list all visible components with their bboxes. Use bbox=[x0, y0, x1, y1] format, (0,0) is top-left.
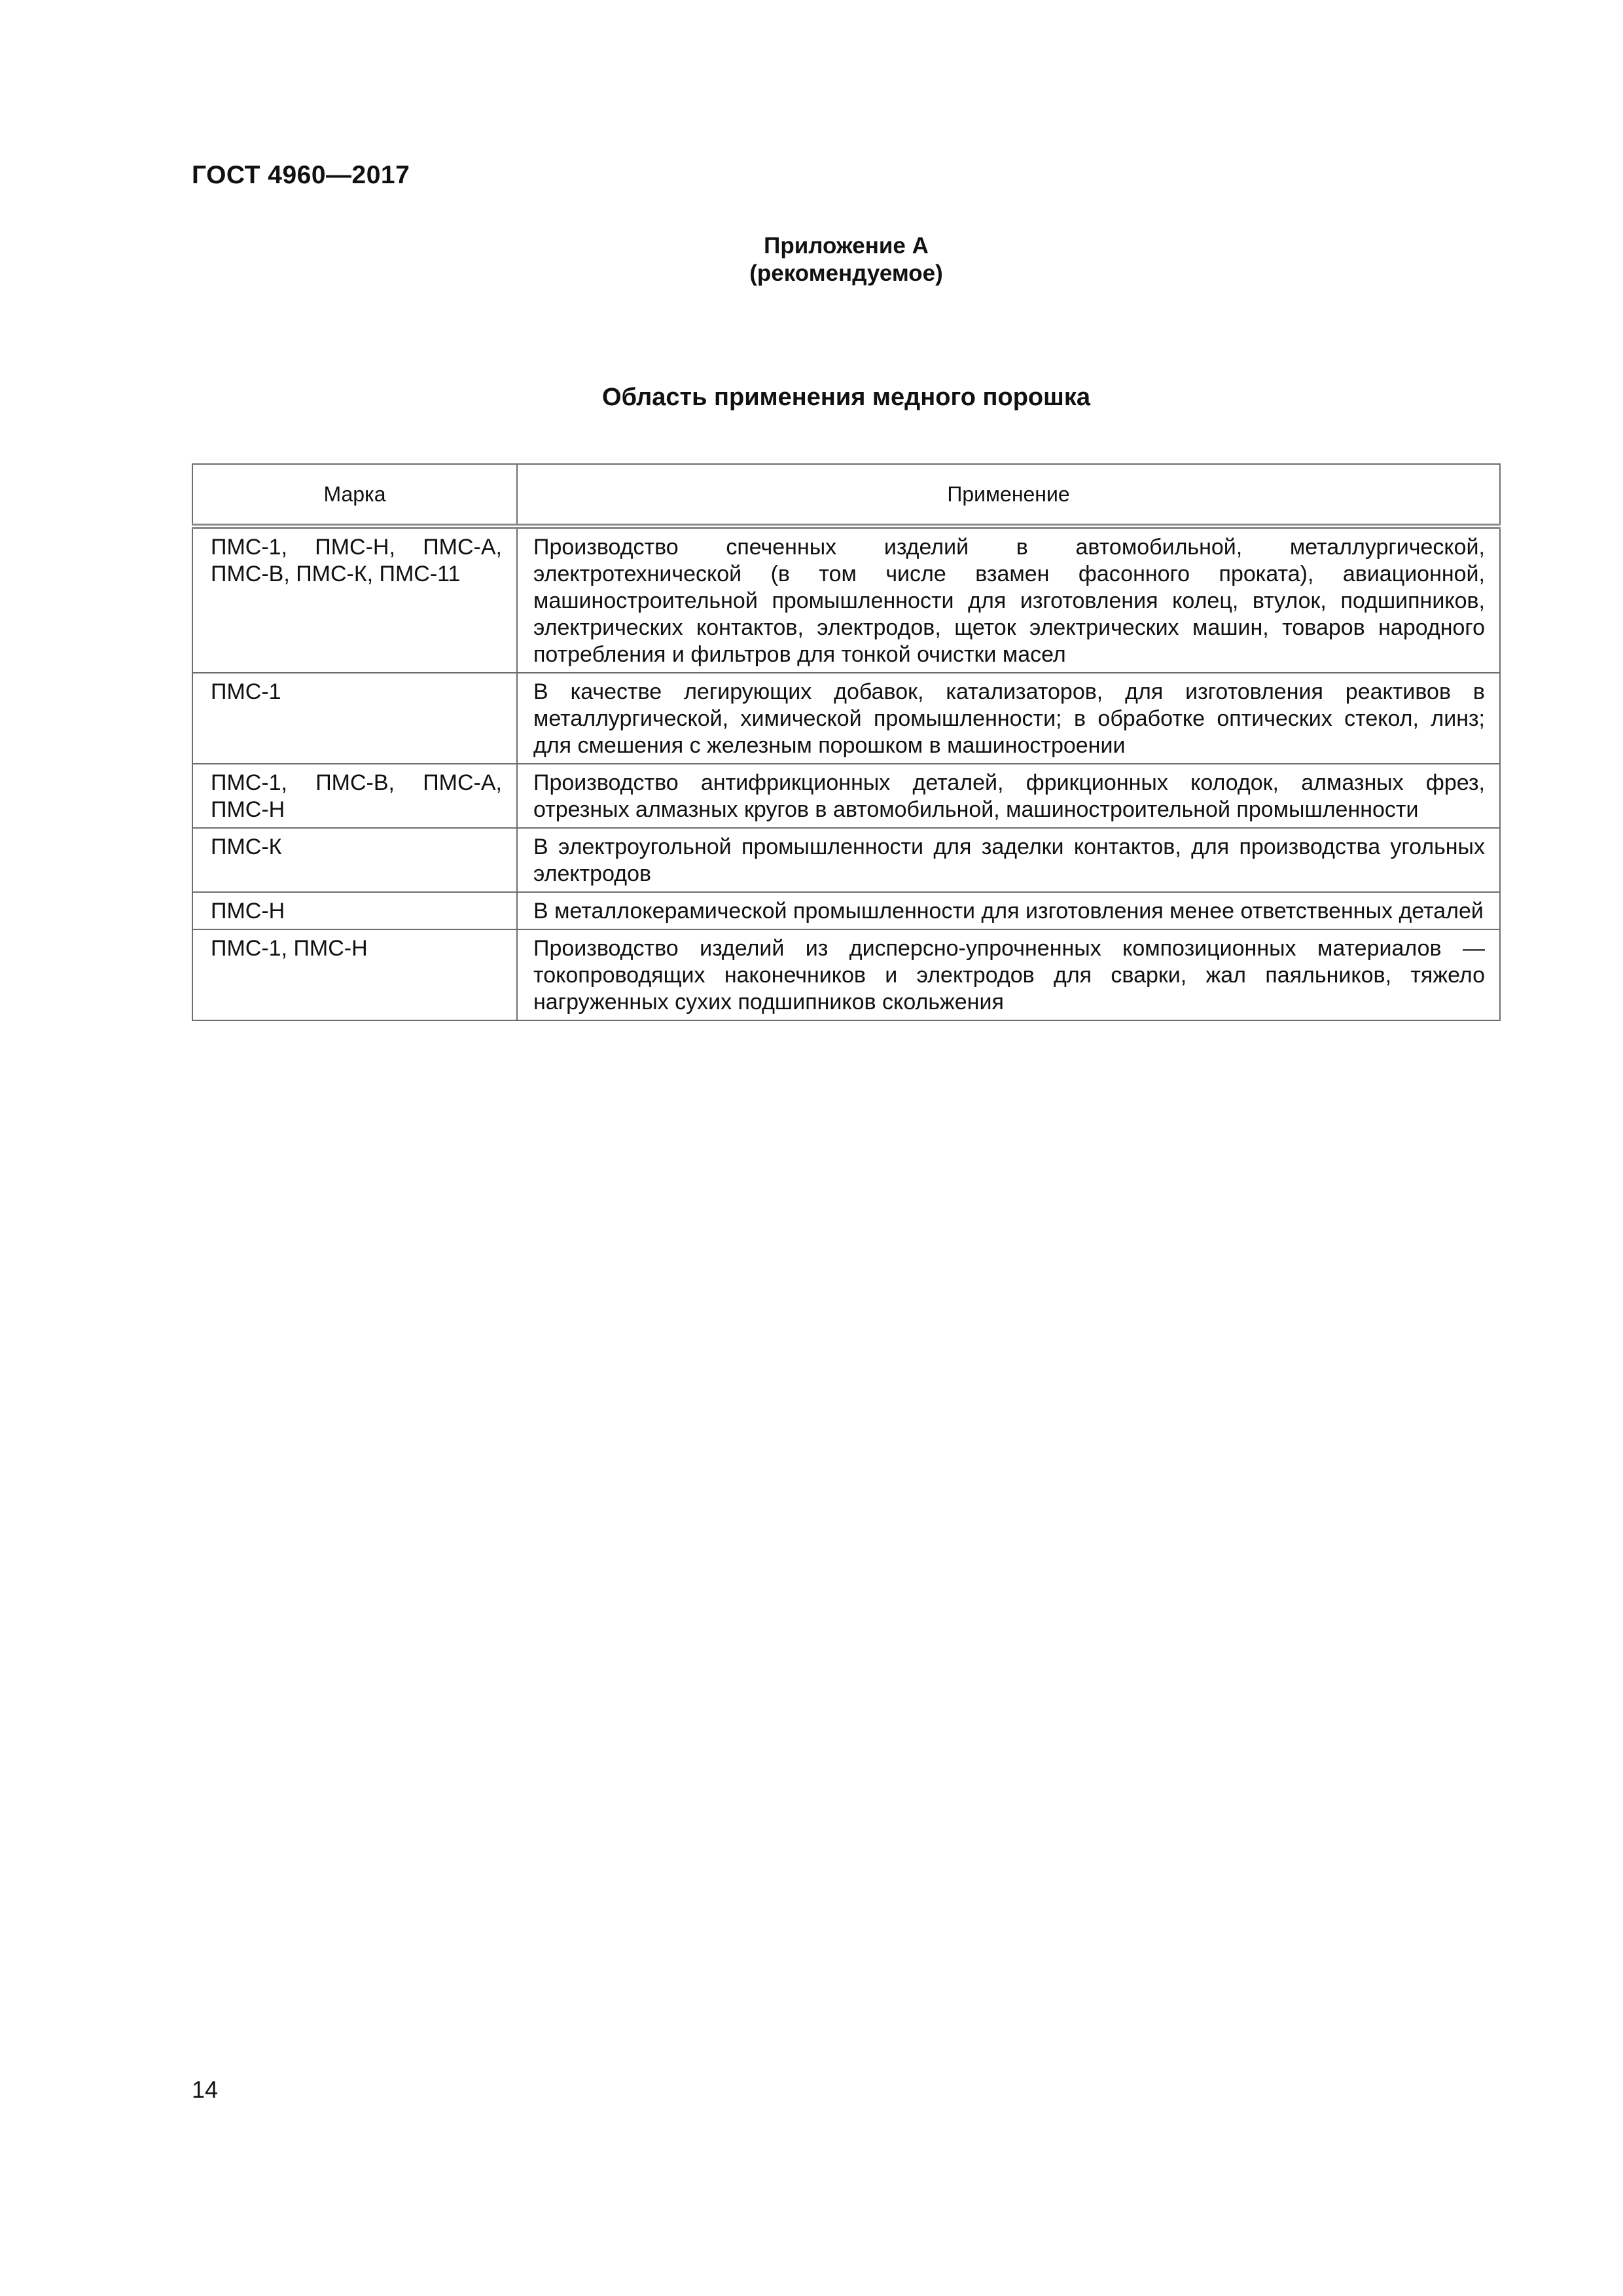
table-row bbox=[192, 764, 1500, 828]
usage-cell: Производство изделий из дисперсно-упрочненных композиционных материалов — токопроводящих наконечников и электродов для сварки, жал паяльников, тяжело нагруженных сухих подшипников скольжения bbox=[517, 929, 1500, 1020]
grade-cell: ПМС-1, ПМС-В, ПМС-А, ПМС-Н bbox=[192, 764, 517, 828]
table-row bbox=[192, 828, 1500, 892]
column-header-usage: Применение bbox=[517, 464, 1500, 526]
grade-cell: ПМС-1, ПМС-Н, ПМС-А, ПМС-В, ПМС-К, ПМС-11 bbox=[192, 526, 517, 673]
grade-cell: ПМС-1, ПМС-Н bbox=[192, 929, 517, 1020]
appendix-title: Приложение А bbox=[764, 233, 929, 259]
page-number: 14 bbox=[192, 2076, 219, 2103]
table-row bbox=[192, 526, 1500, 673]
table-row bbox=[192, 929, 1500, 1020]
grade-cell: ПМС-К bbox=[192, 828, 517, 892]
table-row bbox=[192, 892, 1500, 929]
document-code: ГОСТ 4960—2017 bbox=[192, 161, 410, 189]
table-row bbox=[192, 673, 1500, 764]
table-header-row bbox=[192, 464, 1500, 526]
appendix-status: (рекомендуемое) bbox=[749, 260, 943, 286]
usage-cell: Производство спеченных изделий в автомобильной, металлургической, электротехнической (в том числе взамен фасонного проката), авиационной, машиностроительной промышленности для изготовления колец, втулок, подшипников, электрических контактов, электродов, щеток электрических машин, товаров народного потребления и фильтров для тонкой очистки масел bbox=[517, 526, 1500, 673]
copper-powder-usage-table bbox=[192, 463, 1501, 1021]
section-title: Область применения медного порошка bbox=[602, 384, 1090, 411]
grade-cell: ПМС-1 bbox=[192, 673, 517, 764]
grade-cell: ПМС-Н bbox=[192, 892, 517, 929]
usage-cell: В электроугольной промышленности для заделки контактов, для производства угольных электродов bbox=[517, 828, 1500, 892]
usage-cell: Производство антифрикционных деталей, фрикционных колодок, алмазных фрез, отрезных алмазных кругов в автомобильной, машиностроительной промышленности bbox=[517, 764, 1500, 828]
column-header-grade: Марка bbox=[192, 464, 517, 526]
usage-cell: В качестве легирующих добавок, катализаторов, для изготовления реактивов в металлургической, химической промышленности; в обработке оптических стекол, линз; для смешения с железным порошком в машиностроении bbox=[517, 673, 1500, 764]
usage-cell: В металлокерамической промышленности для изготовления менее ответственных деталей bbox=[517, 892, 1500, 929]
